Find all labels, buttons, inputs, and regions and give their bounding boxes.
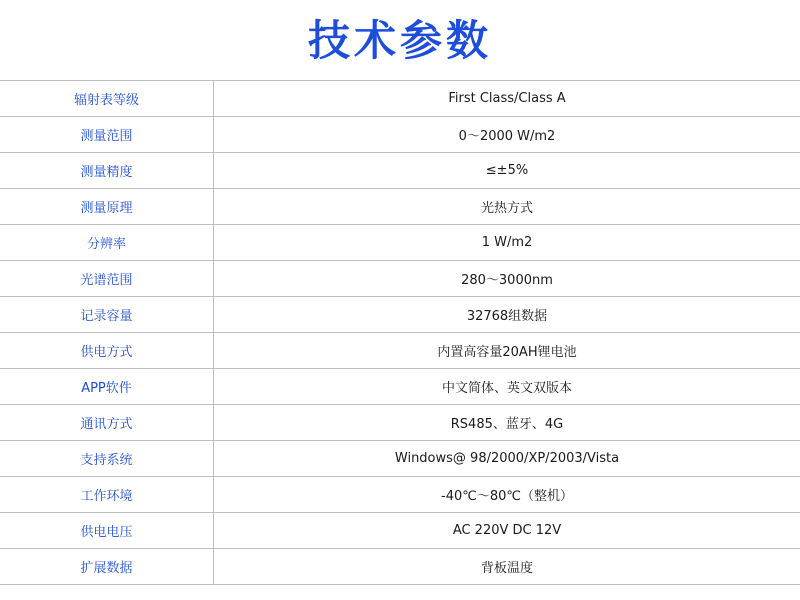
table-row [0, 513, 800, 549]
spec-label: 辐射表等级 [0, 81, 214, 117]
spec-value: Windows@ 98/2000/XP/2003/Vista [214, 441, 800, 477]
spec-value: RS485、蓝牙、4G [214, 405, 800, 441]
spec-value: 中文简体、英文双版本 [214, 369, 800, 405]
spec-label: 供电方式 [0, 333, 214, 369]
table-row [0, 369, 800, 405]
table-row [0, 333, 800, 369]
spec-value: First Class/Class A [214, 81, 800, 117]
specifications-table [0, 80, 800, 585]
spec-value: 光热方式 [214, 189, 800, 225]
spec-label: 支持系统 [0, 441, 214, 477]
table-row [0, 153, 800, 189]
spec-label: 工作环境 [0, 477, 214, 513]
spec-value: 1 W/m2 [214, 225, 800, 261]
spec-label: 测量精度 [0, 153, 214, 189]
table-row [0, 477, 800, 513]
spec-label: 分辨率 [0, 225, 214, 261]
spec-label: 供电电压 [0, 513, 214, 549]
page-title: 技术参数 [307, 16, 492, 65]
spec-label: 光谱范围 [0, 261, 214, 297]
spec-value: -40℃～80℃（整机） [214, 477, 800, 513]
spec-label: 测量范围 [0, 117, 214, 153]
table-row [0, 441, 800, 477]
table-row [0, 261, 800, 297]
spec-label: APP软件 [0, 369, 214, 405]
table-row [0, 189, 800, 225]
table-row [0, 225, 800, 261]
table-row [0, 405, 800, 441]
spec-label: 记录容量 [0, 297, 214, 333]
table-row [0, 297, 800, 333]
table-body [0, 81, 800, 585]
table-row [0, 117, 800, 153]
table-row [0, 81, 800, 117]
spec-value: 内置高容量20AH锂电池 [214, 333, 800, 369]
spec-value: 32768组数据 [214, 297, 800, 333]
spec-value: AC 220V DC 12V [214, 513, 800, 549]
spec-label: 通讯方式 [0, 405, 214, 441]
spec-value: 0～2000 W/m2 [214, 117, 800, 153]
spec-value: ≤±5% [214, 153, 800, 189]
spec-label: 扩展数据 [0, 549, 214, 585]
spec-value: 280～3000nm [214, 261, 800, 297]
spec-label: 测量原理 [0, 189, 214, 225]
table-row [0, 549, 800, 585]
spec-value: 背板温度 [214, 549, 800, 585]
